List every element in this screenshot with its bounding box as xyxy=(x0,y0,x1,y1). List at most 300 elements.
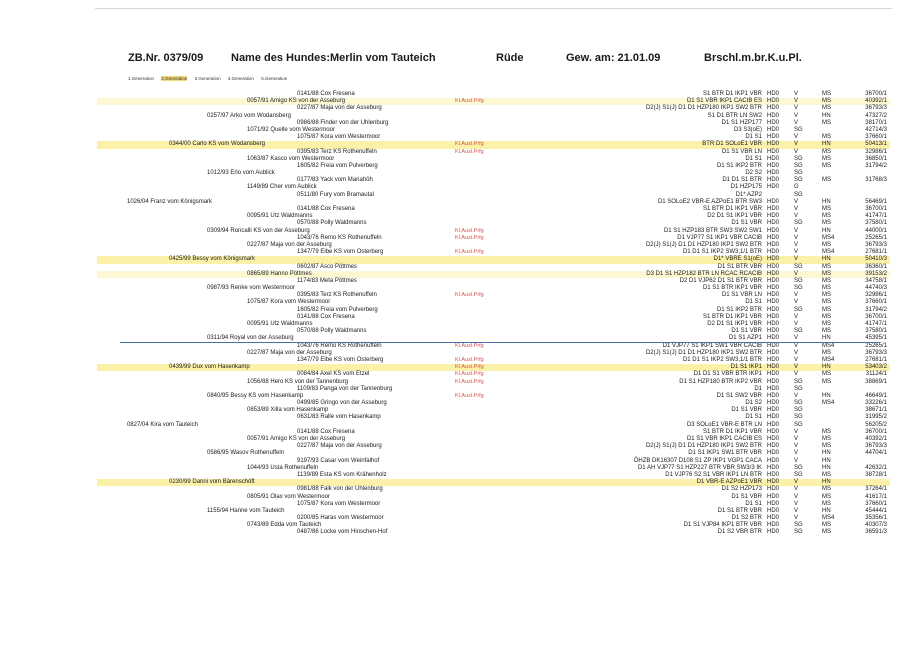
pedigree-row xyxy=(97,436,890,443)
test-results: D1 S1 HZP183 BTR SW3 SW2 SW1 xyxy=(663,227,762,234)
registry-number: 37660/1 xyxy=(865,299,887,306)
ms-value: MS4 xyxy=(822,356,835,363)
dog-entry: 1071/92 Quelle vom Westermoor xyxy=(247,126,335,133)
registry-number: 32986/1 xyxy=(865,292,887,299)
hd-value: HD0 xyxy=(767,234,780,241)
hd-value: HD0 xyxy=(767,134,780,141)
hd-value: HD0 xyxy=(767,256,780,263)
ms-value: MS4 xyxy=(822,342,835,349)
ms-value: HN xyxy=(822,392,831,399)
registry-number: 38170/1 xyxy=(865,119,887,126)
generation-1: 1.Generation xyxy=(128,76,155,81)
rating: V xyxy=(794,335,799,342)
hd-value: HD0 xyxy=(767,198,780,205)
registry-number: 36793/3 xyxy=(865,349,887,356)
test-results: D1 D1 S1 VBR BTR IKP1 xyxy=(693,371,762,378)
pedigree-row xyxy=(97,235,890,242)
rating: V xyxy=(794,119,799,126)
rating: SG xyxy=(794,162,803,169)
test-results: D1 S1 IKP2 BTR xyxy=(716,306,762,313)
test-results: D1 S1 HZP180 BTR IKP2 VBR xyxy=(679,378,762,385)
registry-number: 46649/1 xyxy=(865,392,887,399)
test-results: S1 BTR D1 IKP1 VBR xyxy=(702,206,762,212)
dog-entry: 1347/79 Elbe KS vom Osterberg xyxy=(297,356,384,363)
hd-value: HD0 xyxy=(767,277,780,284)
registry-number: 27681/1 xyxy=(865,356,887,363)
test-results: D1 S1 IKP1 xyxy=(730,364,762,371)
hd-value: HD0 xyxy=(767,471,780,478)
pedigree-row xyxy=(97,307,890,314)
test-results: D1 S2 BTR xyxy=(731,515,762,522)
test-results: D1 D1 S1 IKP2 SW3,1/1 BTR xyxy=(682,356,762,363)
pedigree-row xyxy=(97,184,890,191)
ms-value: HN xyxy=(822,335,831,342)
registry-number: 40392/1 xyxy=(865,436,887,442)
rating: V xyxy=(794,392,799,399)
ms-value: MS4 xyxy=(822,515,835,522)
pedigree-row xyxy=(97,472,890,479)
test-results: D1 S1 VBR xyxy=(731,328,762,335)
ms-value: MS xyxy=(822,263,831,270)
pedigree-row xyxy=(97,213,890,220)
dog-entry: 0425/99 Bessy vom Königsmark xyxy=(169,256,256,263)
ms-value: MS xyxy=(822,436,831,442)
pedigree-row xyxy=(97,400,890,407)
test-results: D1 S1 VBR LN xyxy=(721,292,762,299)
hd-value: HD0 xyxy=(767,162,780,169)
pedigree-row xyxy=(97,321,890,328)
test-results: D2 D1 VJP62 D1 S1 BTR VBR xyxy=(679,277,762,284)
test-note: Kl.Ausl.Prfg xyxy=(455,378,484,385)
test-results: D1* VBRE S1(oE) xyxy=(713,256,762,263)
ms-value: HN xyxy=(822,256,831,263)
dog-entry: 0095/91 Utz Waldmanns xyxy=(247,321,313,327)
registry-number: 44704/1 xyxy=(865,450,887,457)
dog-entry: 1043/76 Remo KS Rothenuffeln xyxy=(297,234,382,241)
ms-value: HN xyxy=(822,450,831,457)
dog-entry: 0439/99 Dux vom Hasenkamp xyxy=(169,364,250,371)
test-results: D1 S1 VBR xyxy=(731,407,762,414)
pedigree-row xyxy=(97,98,890,105)
pedigree-row xyxy=(97,458,890,465)
pedigree-row xyxy=(97,177,890,184)
pedigree-row xyxy=(97,343,890,350)
dog-entry: 0865/89 Hanno Pöttmes xyxy=(247,270,312,277)
ms-value: HN xyxy=(822,457,831,464)
dog-entry: 1063/87 Kasco vom Westermoor xyxy=(247,155,335,162)
ms-value: MS xyxy=(822,285,831,292)
pedigree-row xyxy=(97,350,890,357)
rating: V xyxy=(794,112,799,119)
registry-number: 56205/2 xyxy=(865,421,887,428)
test-results: D1 D1 S1 IKP2 SW3,1/1 BTR xyxy=(682,249,762,256)
ms-value: MS xyxy=(822,529,831,536)
ms-value: MS4 xyxy=(822,400,835,407)
pedigree-row xyxy=(97,192,890,199)
dog-entry: 0141/88 Cox Fresena xyxy=(297,428,355,435)
pedigree-row xyxy=(97,501,890,508)
hd-value: HD0 xyxy=(767,155,780,162)
pedigree-row xyxy=(97,494,890,501)
ms-value: MS xyxy=(822,155,831,162)
rating: SG xyxy=(794,421,803,428)
pedigree-row xyxy=(97,529,890,536)
ms-value: MS xyxy=(822,98,831,105)
ms-value: MS xyxy=(822,349,831,356)
test-results: D1 S1 AZP1 xyxy=(728,335,762,342)
test-results: D1 S1 VBR LN xyxy=(721,148,762,155)
dog-entry: 0177/83 Yack vom Mariahöh xyxy=(297,177,373,184)
test-results: D2 D1 S1 IKP1 VBR xyxy=(707,213,762,220)
pedigree-row xyxy=(97,429,890,436)
rating: SG xyxy=(794,414,803,421)
ms-value: MS xyxy=(822,162,831,169)
test-results: D1 HZP175 xyxy=(730,184,762,191)
rating: V xyxy=(794,198,799,205)
dog-entry: 9197/93 Casar vom Weinfalhof xyxy=(297,457,380,464)
dog-name: Merlin vom Tauteich xyxy=(330,52,436,64)
rating: SG xyxy=(794,306,803,313)
hd-value: HD0 xyxy=(767,328,780,335)
ms-value: MS4 xyxy=(822,249,835,256)
dog-entry: 0511/80 Fury vom Bramautal xyxy=(297,191,374,198)
test-results: D2(J) S1(J) D1 D1 HZP180 IKP1 SW2 BTR xyxy=(645,349,762,356)
rating: V xyxy=(794,105,799,112)
hd-value: HD0 xyxy=(767,356,780,363)
rating: V xyxy=(794,270,799,277)
dog-entry: 1012/93 Erlo vom Aublick xyxy=(207,170,275,177)
dog-entry: 0311/94 Royal von der Asseburg xyxy=(207,335,294,342)
rating: SG xyxy=(794,522,803,529)
test-results: D1 S1 VBR IKP1 CACIB ES xyxy=(686,436,762,442)
rating: V xyxy=(794,479,799,486)
ms-value: MS xyxy=(822,471,831,478)
ms-value: MS xyxy=(822,105,831,112)
name-label: Name des Hundes: xyxy=(231,52,331,64)
rating: SG xyxy=(794,220,803,227)
rating: V xyxy=(794,493,799,500)
hd-value: HD0 xyxy=(767,464,780,471)
ms-value: HN xyxy=(822,479,831,486)
pedigree-row xyxy=(97,465,890,472)
dog-entry: 0487/86 Locke vom Hinschen-Hof xyxy=(297,529,388,536)
hd-value: HD0 xyxy=(767,227,780,234)
pedigree-row xyxy=(97,149,890,156)
test-note: Kl.Ausl.Prfg xyxy=(455,356,484,363)
test-note: Kl.Ausl.Prfg xyxy=(455,342,484,349)
registry-number: 37264/1 xyxy=(865,486,887,493)
test-results: D1* AZP2 xyxy=(735,191,762,198)
registry-number: 36591/3 xyxy=(865,529,887,536)
test-results: D1 S1 HZP177 xyxy=(721,119,762,126)
test-note: Kl.Ausl.Prfg xyxy=(455,364,484,371)
registry-number: 38671/1 xyxy=(865,407,887,414)
test-results: D1 S1 xyxy=(745,155,762,162)
rating: V xyxy=(794,356,799,363)
ms-value: MS xyxy=(822,119,831,126)
hd-value: HD0 xyxy=(767,522,780,529)
dog-entry: 0200/85 Haras vom Westermoor xyxy=(297,515,384,522)
registry-number: 36793/3 xyxy=(865,241,887,248)
test-results: D1 S1 SW2 VBR xyxy=(716,392,762,399)
rating: V xyxy=(794,256,799,263)
registry-number: 36793/3 xyxy=(865,443,887,450)
pedigree-row xyxy=(97,508,890,515)
pedigree-row xyxy=(97,422,890,429)
test-note: Kl.Ausl.Prfg xyxy=(455,227,484,234)
ms-value: MS xyxy=(822,493,831,500)
test-results: ÖHZB DK16307 D108 S1 ZP IKP1 VGP1 CACA xyxy=(633,457,762,464)
registry-number: 25265/1 xyxy=(865,342,887,349)
dog-entry: 0230/99 Danni vom Bärenschöft xyxy=(169,479,255,486)
registry-number: 36850/1 xyxy=(865,155,887,162)
ms-value: HN xyxy=(822,112,831,119)
dog-entry: 1075/87 Kora vom Westermoor xyxy=(297,500,381,507)
test-results: D1 S1 xyxy=(745,500,762,507)
test-note: Kl.Ausl.Prfg xyxy=(455,98,484,105)
dog-entry: 0743/89 Edda vom Tauteich xyxy=(247,522,322,529)
rating: V xyxy=(794,457,799,464)
pedigree-row xyxy=(97,486,890,493)
hd-value: HD0 xyxy=(767,479,780,486)
ms-value: MS4 xyxy=(822,234,835,241)
rating: SG xyxy=(794,378,803,385)
test-results: D1 S1 xyxy=(745,299,762,306)
pedigree-row xyxy=(97,386,890,393)
rating: V xyxy=(794,292,799,299)
ms-value: MS xyxy=(822,371,831,378)
dog-entry: 0805/91 Olax vom Westermoor xyxy=(247,493,330,500)
dog-entry: 0227/87 Maja von der Asseburg xyxy=(297,443,382,450)
registry-number: 27681/1 xyxy=(865,249,887,256)
dog-entry: 0227/87 Maja von der Asseburg xyxy=(247,349,332,356)
test-note: Kl.Ausl.Prfg xyxy=(455,234,484,241)
rating: SG xyxy=(794,385,803,392)
rating: V xyxy=(794,364,799,371)
dog-entry: 1044/93 Usta Rothenuffeln xyxy=(247,464,319,471)
registry-number: 37660/1 xyxy=(865,500,887,507)
registry-number: 56469/1 xyxy=(865,198,887,205)
hd-value: HD0 xyxy=(767,378,780,385)
pedigree-row xyxy=(97,206,890,213)
registry-number: 36700/1 xyxy=(865,91,887,97)
dog-entry: 0309/94 Roncalli KS von der Asseburg xyxy=(207,227,310,234)
hd-value: HD0 xyxy=(767,321,780,327)
test-results: D2(J) S1(J) D1 D1 HZP180 IKP1 SW2 BTR xyxy=(645,241,762,248)
test-results: D1 S2 HZP173 xyxy=(721,486,762,493)
dog-entry: 1075/87 Kora vom Westermoor xyxy=(297,134,381,141)
registry-number: 45444/1 xyxy=(865,507,887,514)
ms-value: MS xyxy=(822,277,831,284)
dog-entry: 0057/91 Amigo KS von der Asseburg xyxy=(247,98,346,105)
rating: SG xyxy=(794,170,803,177)
dog-entry: 0586/95 Wasov Rothenuffeln xyxy=(207,450,285,457)
test-results: D3 D1 S1 HZP182 BTR LN RCAC RCACIB xyxy=(646,270,762,277)
ms-value: MS xyxy=(822,292,831,299)
test-results: D1 S2 VBR BTR xyxy=(717,529,762,536)
hd-value: HD0 xyxy=(767,249,780,256)
test-note: Kl.Ausl.Prfg xyxy=(455,141,484,148)
hd-value: HD0 xyxy=(767,407,780,414)
pedigree-row xyxy=(97,127,890,134)
registry-number: 38728/1 xyxy=(865,471,887,478)
pedigree-row xyxy=(97,522,890,529)
test-results: D1 VJP76 S2 S1 VBR IKP1 LN BTR xyxy=(665,471,762,478)
hd-value: HD0 xyxy=(767,450,780,457)
test-results: D1 D1 S1 BTR xyxy=(722,177,762,184)
dog-entry: 0986/88 Finder von der Uhlenburg xyxy=(297,119,389,126)
rating: SG xyxy=(794,285,803,292)
registry-number: 39153/2 xyxy=(865,270,887,277)
dog-entry: 0499/85 Gringo von der Asseburg xyxy=(297,400,387,407)
hd-value: HD0 xyxy=(767,292,780,299)
hd-value: HD0 xyxy=(767,486,780,493)
hd-value: HD0 xyxy=(767,385,780,392)
registry-number: 25265/1 xyxy=(865,234,887,241)
registry-number: 33226/1 xyxy=(865,400,887,407)
dog-entry: 0227/87 Maja von der Asseburg xyxy=(247,241,332,248)
ms-value: MS xyxy=(822,177,831,184)
test-results: D1 VBR-E AZPoE1 VBR xyxy=(696,479,762,486)
pedigree-row xyxy=(97,328,890,335)
registry-number: 40392/1 xyxy=(865,98,887,105)
hd-value: HD0 xyxy=(767,170,780,177)
hd-value: HD0 xyxy=(767,184,780,191)
test-results: D1 VJP77 S1 IKP1 VBR CACIB xyxy=(677,234,762,241)
dog-entry: 0827/04 Kira vom Tauteich xyxy=(127,421,198,428)
test-results: D1 S1 BTR VBR xyxy=(717,507,762,514)
section-divider xyxy=(120,342,880,343)
test-results: D1 S1 BTR IKP1 VBR xyxy=(702,285,762,292)
ms-value: MS xyxy=(822,206,831,212)
pedigree-row xyxy=(97,357,890,364)
test-results: D1 SOLoE2 VBR-E AZPoE1 BTR SW3 xyxy=(657,198,762,205)
pedigree-row xyxy=(97,249,890,256)
dog-entry: 1155/94 Hanne vom Tauteich xyxy=(207,507,285,514)
pedigree-row xyxy=(97,156,890,163)
pedigree-row xyxy=(97,371,890,378)
test-note: Kl.Ausl.Prfg xyxy=(455,371,484,378)
pedigree-row xyxy=(97,299,890,306)
generation-2: 2.Generation xyxy=(161,76,188,81)
registry-number: 36700/1 xyxy=(865,206,887,212)
test-results: S1 BTR D1 IKP1 VBR xyxy=(702,428,762,435)
dog-entry: 0257/97 Arko vom Wodansberg xyxy=(207,112,291,119)
rating: V xyxy=(794,436,799,442)
rating: V xyxy=(794,428,799,435)
registry-number: 50413/1 xyxy=(865,141,887,148)
sex: Rüde xyxy=(496,52,524,64)
registry-number: 42714/3 xyxy=(865,126,887,133)
test-note: Kl.Ausl.Prfg xyxy=(455,249,484,256)
test-results: D1 S1 VBR IKP1 CACIB ES xyxy=(686,98,762,105)
registry-number: 36700/1 xyxy=(865,428,887,435)
dog-entry: 1026/04 Franz vom Königsmark xyxy=(127,198,213,205)
test-results: D1 S2 xyxy=(745,400,762,407)
hd-value: HD0 xyxy=(767,112,780,119)
registry-number: 41747/1 xyxy=(865,213,887,220)
hd-value: HD0 xyxy=(767,213,780,220)
hd-value: HD0 xyxy=(767,141,780,148)
test-results: S1 BTR D1 IKP1 VBR xyxy=(702,313,762,320)
ms-value: HN xyxy=(822,464,831,471)
registry-number: 32986/1 xyxy=(865,148,887,155)
registry-number: 44740/3 xyxy=(865,285,887,292)
test-note: Kl.Ausl.Prfg xyxy=(455,292,484,299)
hd-value: HD0 xyxy=(767,263,780,270)
pedigree-row xyxy=(97,278,890,285)
generation-5: 5.Generation xyxy=(261,76,288,81)
rating: V xyxy=(794,507,799,514)
rating: V xyxy=(794,321,799,327)
hd-value: HD0 xyxy=(767,349,780,356)
pedigree-row xyxy=(97,407,890,414)
rating: SG xyxy=(794,177,803,184)
ms-value: MS xyxy=(822,299,831,306)
pedigree-row xyxy=(97,120,890,127)
hd-value: HD0 xyxy=(767,421,780,428)
dog-entry: 1174/83 Meta Pöttmes xyxy=(297,277,357,284)
dog-entry: 1056/88 Hero KS von der Tannenburg xyxy=(247,378,348,385)
pedigree-row xyxy=(97,141,890,148)
dog-entry: 0095/91 Utz Waldmanns xyxy=(247,213,313,220)
hd-value: HD0 xyxy=(767,400,780,407)
ms-value: MS xyxy=(822,148,831,155)
registry-number: 37660/1 xyxy=(865,134,887,141)
rating: V xyxy=(794,342,799,349)
rating: V xyxy=(794,206,799,212)
hd-value: HD0 xyxy=(767,91,780,97)
hd-value: HD0 xyxy=(767,220,780,227)
hd-value: HD0 xyxy=(767,206,780,212)
hd-value: HD0 xyxy=(767,285,780,292)
test-results: D2(J) S1(J) D1 D1 HZP180 IKP1 SW2 BTR xyxy=(645,105,762,112)
registry-number: 31794/2 xyxy=(865,306,887,313)
test-results: D1 S1 xyxy=(745,414,762,421)
hd-value: HD0 xyxy=(767,414,780,421)
ms-value: MS xyxy=(822,91,831,97)
rating: V xyxy=(794,371,799,378)
rating: SG xyxy=(794,263,803,270)
registry-number: 40307/3 xyxy=(865,522,887,529)
rating: V xyxy=(794,349,799,356)
registry-number: 41617/1 xyxy=(865,493,887,500)
dog-entry: 0084/84 Axel KS vom Etzel xyxy=(297,371,370,378)
ms-value: HN xyxy=(822,141,831,148)
rating: SG xyxy=(794,328,803,335)
registry-number: 42632/1 xyxy=(865,464,887,471)
ms-value: MS xyxy=(822,313,831,320)
registry-number: 53403/2 xyxy=(865,364,887,371)
hd-value: HD0 xyxy=(767,371,780,378)
hd-value: HD0 xyxy=(767,342,780,349)
rating: G xyxy=(794,184,799,191)
rating: V xyxy=(794,313,799,320)
test-results: D2 D1 S1 IKP1 VBR xyxy=(707,321,762,327)
dog-entry: 0570/88 Polly Waldmanns xyxy=(297,328,367,335)
test-results: D1 S1 VBR xyxy=(731,493,762,500)
dog-entry: 0141/88 Cox Fresena xyxy=(297,91,355,97)
registry-number: 36793/3 xyxy=(865,105,887,112)
test-results: S1 D1 BTR LN SW2 xyxy=(707,112,762,119)
hd-value: HD0 xyxy=(767,529,780,536)
pedigree-row xyxy=(97,443,890,450)
rating: SG xyxy=(794,464,803,471)
hd-value: HD0 xyxy=(767,364,780,371)
rating: V xyxy=(794,141,799,148)
coat-color: Brschl.m.br.K.u.Pl. xyxy=(704,52,802,64)
registry-number: 36360/1 xyxy=(865,263,887,270)
